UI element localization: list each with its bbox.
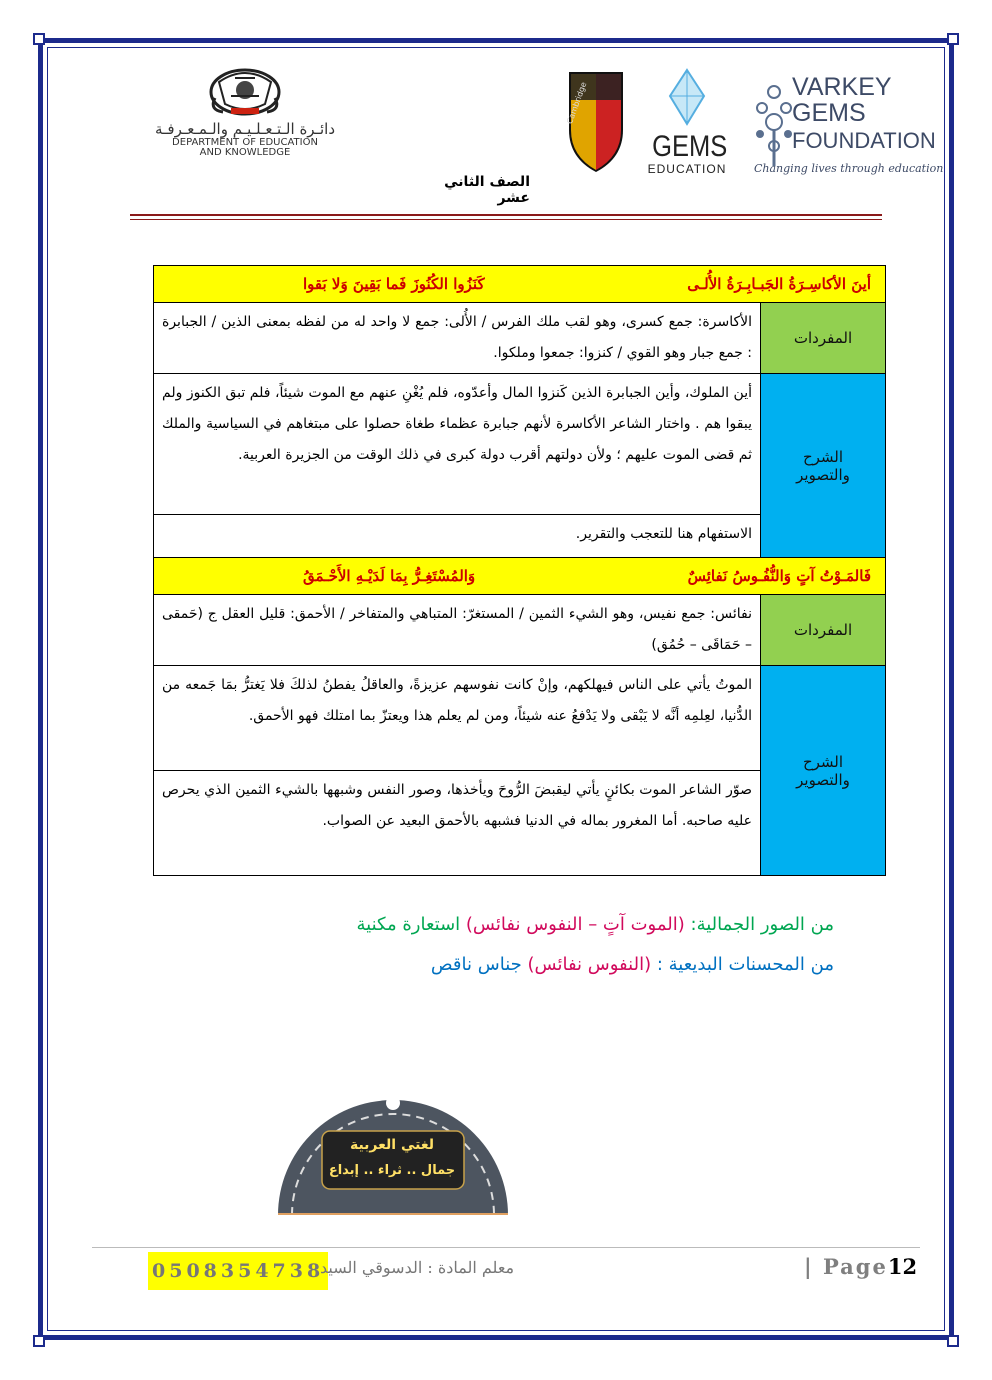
rhetoric-prefix: من المحسنات البديعية : xyxy=(656,954,834,975)
verse2-vocab-row xyxy=(154,595,886,666)
department-name-line2: AND KNOWLEDGE xyxy=(199,147,291,158)
varkey-line2: GEMS xyxy=(792,99,866,127)
verse1-vocab-row xyxy=(154,303,886,374)
department-name-english xyxy=(90,138,400,158)
explain-label-line1: الشرح xyxy=(802,752,844,771)
poem-analysis-table xyxy=(153,265,886,876)
verse1-explain-text: أين الملوك، وأين الجبابرة الذين كَنزوا المال وأعدّوه، فلم يُغْنِ عنهم مع الموت شيئاً، فلم تبق الكنوز ولم يبقوا هم . واختار الشاعر الأكاسرة لأنهم جبابرة عظماء طغاة حصلوا على مبتغاهم في السياسية والملك ثم قضى الموت عليهم ؛ ولأن دولتهم أقرب دولة كبرى في ذلك الوقت من الجزيرة العربية. xyxy=(154,374,761,515)
shield-text: Cambridge xyxy=(564,80,589,126)
verse2-image-text: صوّر الشاعر الموت بكائنٍ يأتي ليقبضَ الرُّوحَ ويأخذها، وصور النفس وشبهها بالشيء الثمين الذي يحرص عليه صاحبه. أما المغرور بماله في الدنيا فشبهه بالأحمق البعيد عن الصواب. xyxy=(154,771,761,876)
rhetoric-suffix: استعارة مكنية xyxy=(356,914,461,935)
gems-education-logo xyxy=(646,68,728,180)
verse1-second-hemistich: كَنَزُوا الكُنُوزَ فَما بَقِينَ وَلا بَقوا xyxy=(303,275,485,293)
verse1-row xyxy=(154,266,886,303)
frame-corner xyxy=(947,1335,959,1347)
page-word: | Page xyxy=(804,1254,888,1279)
diamond-icon xyxy=(646,68,728,128)
badge-subtitle: جمال .. ثراء .. إبداع xyxy=(328,1163,456,1178)
rhetoric-line-embellishment xyxy=(431,954,834,975)
verse1-cell xyxy=(154,266,886,303)
badge-title: لغتي العربية xyxy=(349,1137,435,1153)
footer-divider xyxy=(92,1247,920,1248)
emblem-icon xyxy=(90,68,400,120)
verse2-row xyxy=(154,558,886,595)
verse2-explain-row xyxy=(154,666,886,771)
frame-corner xyxy=(33,33,45,45)
varkey-gems-foundation-logo xyxy=(752,68,944,186)
rhetoric-line-imagery xyxy=(357,914,834,935)
page-number xyxy=(804,1252,917,1282)
verse2-first-hemistich: فَالمَـوْتُ آتٍ وَالنُّفُـوسُ نَفائِسٌ xyxy=(687,567,871,585)
department-logo xyxy=(90,68,400,160)
teacher-phone: 0508354738 xyxy=(148,1252,328,1290)
header-divider-thin xyxy=(130,219,882,220)
rhetoric-prefix: من الصور الجمالية: xyxy=(690,914,834,935)
verse2-second-hemistich: وَالمُسْتَغِـرُّ بِمَا لَدَيْـهِ الأَحْـمَقُ xyxy=(303,567,476,585)
frame-corner xyxy=(33,1335,45,1347)
verse2-explain-text: الموتُ يأتي على الناس فيهلكهم، وإنْ كانت نفوسهم عزيزةً، والعاقلُ يفطنُ لذلكَ فلا يَغترُّ بمَا جَمعه من الدُّنيا، لعِلمِه أنَّه لا يَبْقى ولا يَدْفعُ عنه شيئاً، ومن لم يعلم هذا ويعتزّ بما امتلك فهو الأحمق. xyxy=(154,666,761,771)
page-number-value: 12 xyxy=(887,1254,918,1279)
grade-title: الصف الثاني عشر xyxy=(444,174,530,206)
gems-subtitle: EDUCATION xyxy=(647,162,727,176)
varkey-line1: VARKEY xyxy=(792,73,892,101)
teacher-name: معلم المادة : الدسوقي السيد xyxy=(320,1258,515,1277)
frame-corner xyxy=(947,33,959,45)
varkey-tagline: Changing lives through education xyxy=(754,162,944,175)
verse1-first-hemistich: أينَ الأكاسِـرَةُ الجَبـابِـرَةُ الأُلـى xyxy=(687,275,871,293)
verse2-vocab-text: نفائس: جمع نفيس، وهو الشيء الثمين / المستغرّ: المتباهي والمتفاخر / الأحمق: قليل العقل ج (حَمقى – حَمَاقَى – حُمُق) xyxy=(154,595,761,666)
vocab-label: المفردات xyxy=(761,303,886,374)
rhetoric-content: (النفوس نفائس) xyxy=(527,954,652,975)
rhetoric-suffix: جناس ناقص xyxy=(430,954,522,975)
department-name-arabic: دائـرة الـتـعـلـيـم والـمـعـرفـة xyxy=(155,120,335,138)
explain-label-line1: الشرح xyxy=(802,447,844,466)
header-divider xyxy=(130,214,882,216)
explain-label xyxy=(761,666,886,876)
vocab-label: المفردات xyxy=(761,595,886,666)
explain-label-line2: والتصوير xyxy=(796,770,850,789)
gems-title: GEMS xyxy=(652,130,728,163)
verse1-explain-row xyxy=(154,374,886,515)
verse2-cell xyxy=(154,558,886,595)
verse1-question-text: الاستفهام هنا للتعجب والتقرير. xyxy=(154,515,761,558)
department-name-line1: DEPARTMENT OF EDUCATION xyxy=(172,137,318,148)
explain-label-line2: والتصوير xyxy=(796,465,850,484)
explain-label xyxy=(761,374,886,558)
cambridge-shield-logo xyxy=(564,70,625,174)
verse1-vocab-text: الأكاسرة: جمع كسرى، وهو لقب ملك الفرس / الأُلى: جمع لا واحد له من لفظه بمعنى الذين / الجبابرة : جمع جبار وهو القوي / كنزوا: جمعوا وملكوا. xyxy=(154,303,761,374)
varkey-line3: FOUNDATION xyxy=(792,128,936,153)
rhetoric-content: (الموت آتٍ – النفوس نفائس) xyxy=(465,914,685,935)
